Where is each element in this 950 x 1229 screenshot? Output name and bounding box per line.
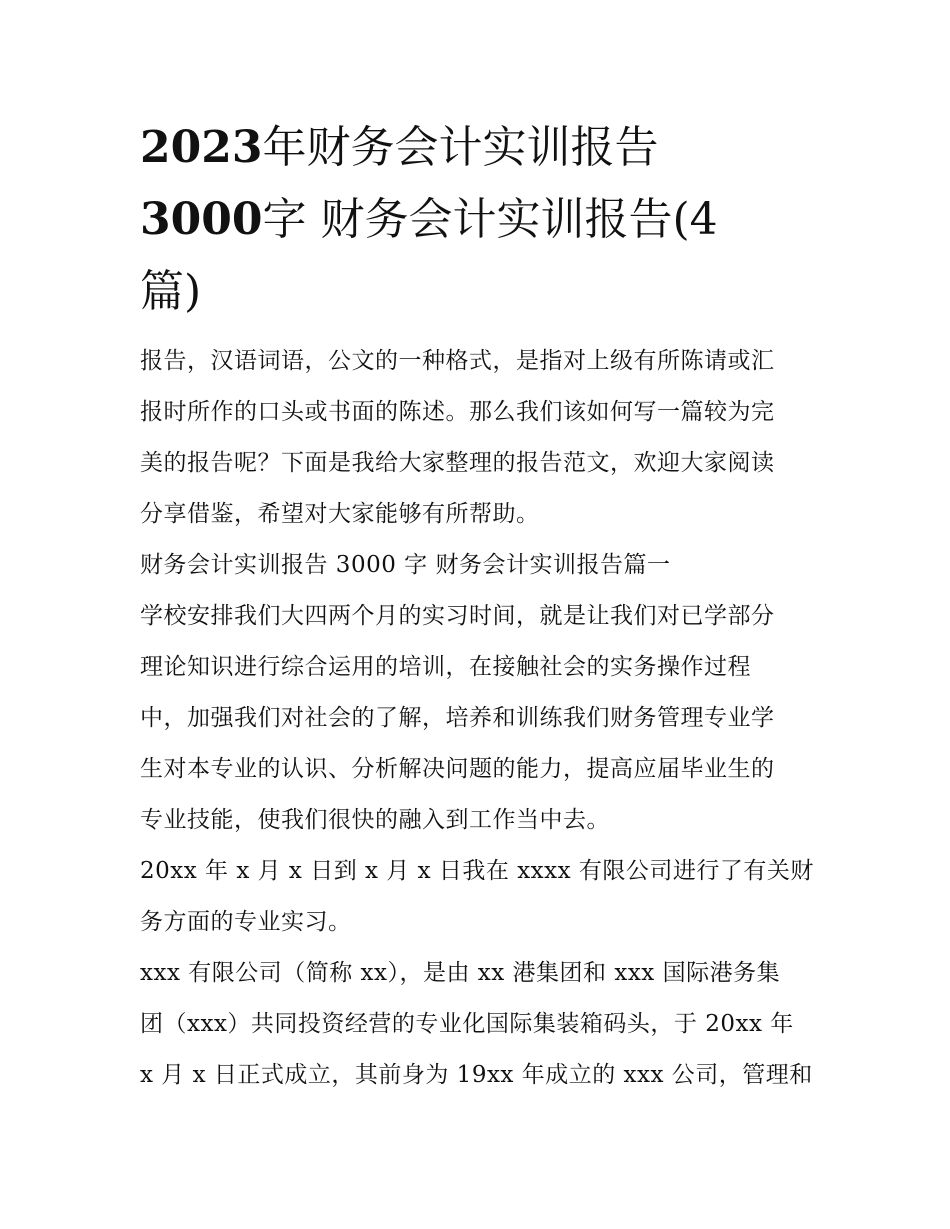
title-line: 2023年财务会计实训报告 — [140, 122, 659, 173]
text-line: 报时所作的口头或书面的陈述。那么我们该如何写一篇较为完 — [140, 399, 775, 425]
text-line: 20xx 年 x 月 x 日到 x 月 x 日我在 xxxx 有限公司进行了有关财 — [140, 858, 814, 884]
title-line: 篇) — [140, 266, 202, 317]
text-line: 理论知识进行综合运用的培训，在接触社会的实务操作过程 — [140, 654, 751, 680]
document-title — [140, 112, 820, 328]
text-line: 团（xxx）共同投资经营的专业化国际集装箱码头，于 20xx 年 — [140, 1011, 794, 1037]
text-line: 专业技能，使我们很快的融入到工作当中去。 — [140, 807, 610, 833]
document-page — [140, 112, 820, 1101]
text-line: 分享借鉴，希望对大家能够有所帮助。 — [140, 501, 540, 527]
document-body — [140, 336, 820, 1101]
text-line: 学校安排我们大四两个月的实习时间，就是让我们对已学部分 — [140, 603, 775, 629]
text-line: 报告，汉语词语，公文的一种格式，是指对上级有所陈请或汇 — [140, 348, 775, 374]
text-line: 中，加强我们对社会的了解，培养和训练我们财务管理专业学 — [140, 705, 775, 731]
title-line: 3000字 财务会计实训报告(4 — [140, 194, 718, 245]
text-line: x 月 x 日正式成立，其前身为 19xx 年成立的 xxx 公司，管理和 — [140, 1062, 813, 1088]
text-line: 生对本专业的认识、分析解决问题的能力，提高应届毕业生的 — [140, 756, 775, 782]
text-line: 美的报告呢？下面是我给大家整理的报告范文，欢迎大家阅读 — [140, 450, 775, 476]
section-heading: 财务会计实训报告 3000 字 财务会计实训报告篇一 — [140, 552, 671, 578]
text-line: xxx 有限公司（简称 xx），是由 xx 港集团和 xxx 国际港务集 — [140, 960, 781, 986]
text-line: 务方面的专业实习。 — [140, 909, 352, 935]
